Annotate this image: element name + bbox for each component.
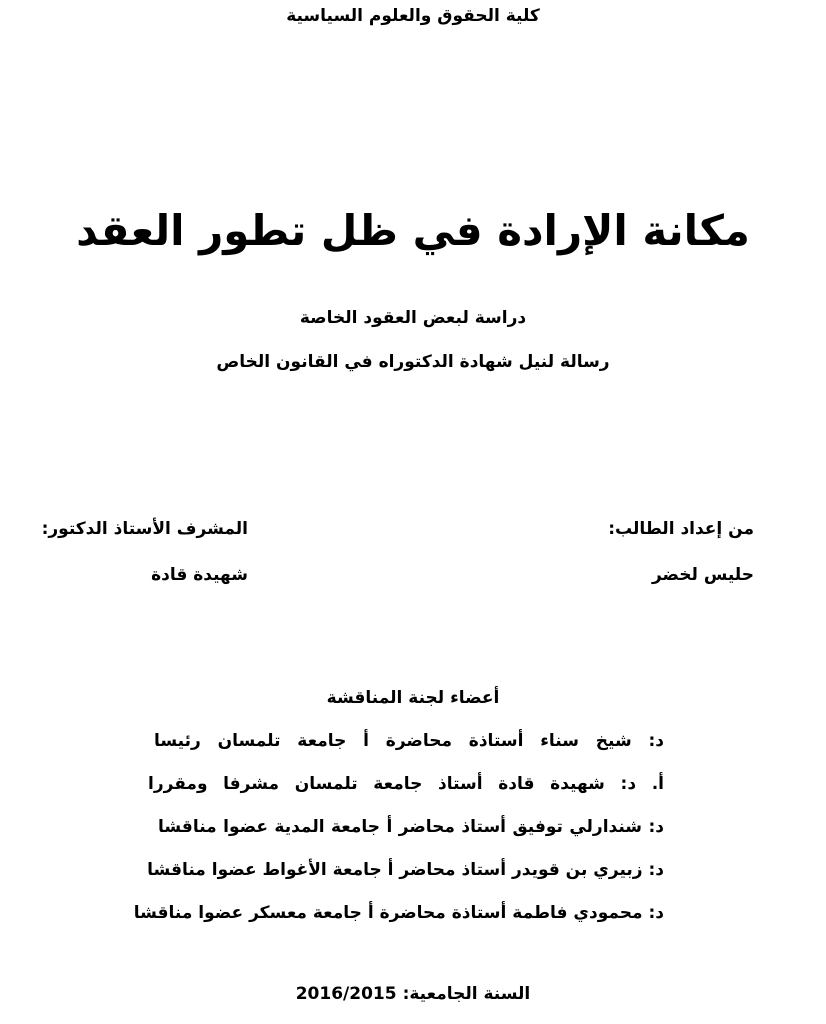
committee-title: أعضاء لجنة المناقشة [326, 688, 500, 708]
student-label: من إعداد الطالب: [608, 519, 754, 539]
committee-member: د: شيخ سناء أستاذة محاضرة أ جامعة تلمسان رئيسا [154, 731, 664, 751]
committee-list [133, 728, 664, 943]
academic-year-value: 2016/2015 [295, 984, 397, 1004]
degree-statement: رسالة لنيل شهادة الدكتوراه في القانون الخاص [216, 352, 610, 372]
committee-member: د: محمودي فاطمة أستاذة محاضرة أ جامعة معسكر عضوا مناقشا [133, 903, 664, 923]
committee-member: د: شندارلي توفيق أستاذ محاضر أ جامعة المدية عضوا مناقشا [158, 817, 664, 837]
supervisor-label: المشرف الأستاذ الدكتور: [41, 519, 248, 539]
student-name: حليس لخضر [651, 565, 754, 585]
academic-year-label: السنة الجامعية: [402, 984, 531, 1004]
supervisor-name: شهيدة قادة [151, 565, 248, 585]
thesis-subtitle: دراسة لبعض العقود الخاصة [299, 308, 527, 328]
faculty-name: كلية الحقوق والعلوم السياسية [286, 6, 540, 26]
thesis-title: مكانة الإرادة في ظل تطور العقد [76, 206, 750, 255]
committee-member: د: زبيري بن قويدر أستاذ محاضر أ جامعة الأغواط عضوا مناقشا [147, 860, 664, 880]
committee-member: أ. د: شهيدة قادة أستاذ جامعة تلمسان مشرفا ومقررا [148, 774, 664, 794]
academic-year [0, 984, 826, 1004]
